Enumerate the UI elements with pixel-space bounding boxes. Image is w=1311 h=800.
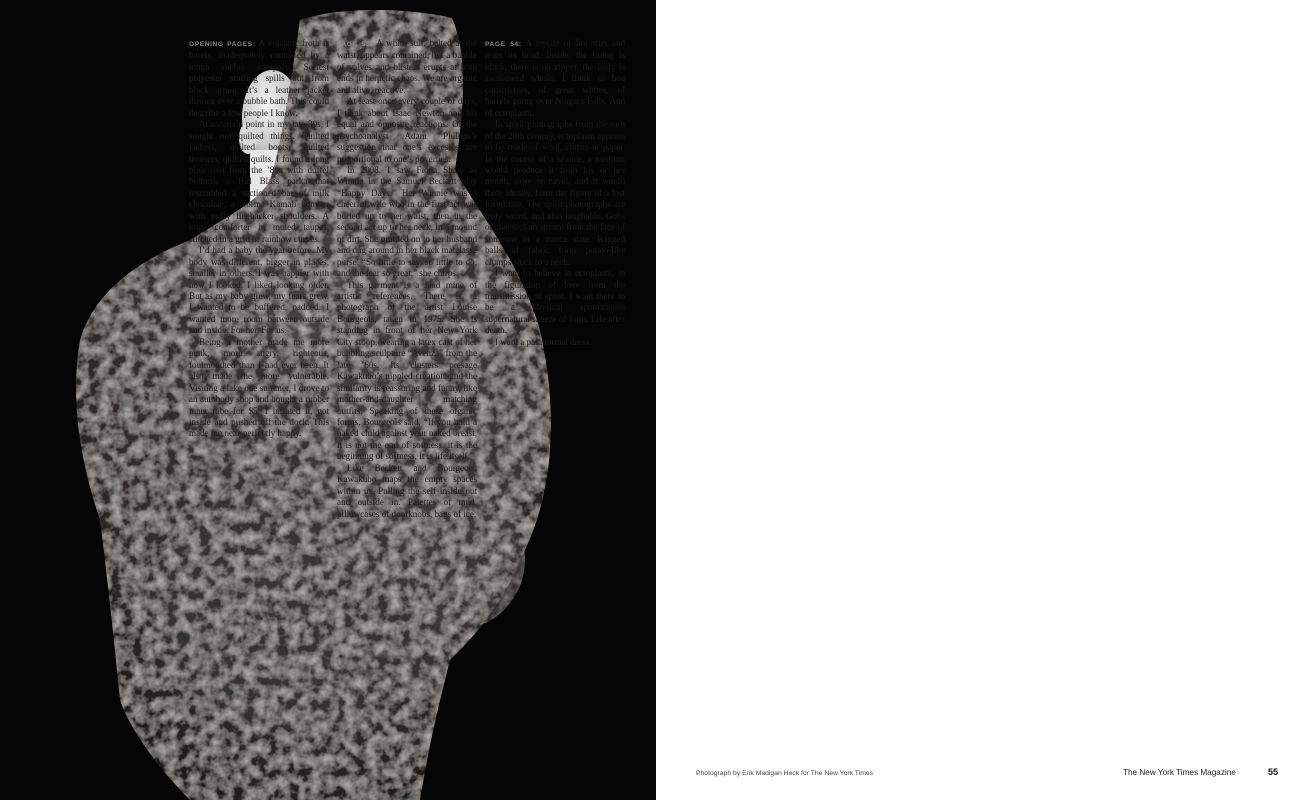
- text-column-3: [485, 38, 625, 348]
- paragraph: I want a paranormal dress.: [495, 336, 592, 347]
- section-lead: OPENING PAGES:: [189, 41, 256, 48]
- paragraph: This garment is a land mine of artistic references. There is a photograph of the artist Louise Bourgeois, taken in 1975. She is standing in front of her New York City stoop, wearing a latex cast of her bubbling sculpture “Avenza” from the late ’60s. Its clusters presage Kawakubo’s nippled creation, and the similarity is reassuring and funny, like mother-and-daughter matching outfits. Speaking of these organic forms, Bourgeois said, “If you hold a naked child against your naked breast, it is not the end of softness, it is the beginning of softness, it is life itself.”: [337, 279, 477, 462]
- paragraph: [189, 38, 329, 119]
- paragraph-text: A volcanic froth is barely, inadequately contained by a tough rubber carapace. Softest polyester stuffing spills out from black armor. It’s a leather jacket thrown over a bubble bath. This could describe a few people I know.: [189, 38, 329, 118]
- photo-credit: Photograph by Erik Madigan Heck for The New York Times: [696, 770, 874, 777]
- paragraph: [337, 38, 477, 96]
- paragraph: I want to believe in ectoplasm, in the figuration of love from the transmission of spirit. I want there to be a physical spontaneous supernatural sneeze of form. Life after death.: [485, 268, 625, 336]
- article-page: [656, 0, 1311, 800]
- paragraph: In 2008, I saw Fiona Shaw as Winnie in the Samuel Beckett play “Happy Days.” Her Winnie was a cheerful wife who in the first act was buried up to her waist, then in the second act up to her neck, in a mound of dirt. She prattled on to her husband and dug around in her black matelassé purse. “So little to say, so little to do, and the fear so great,” she chirps.: [337, 164, 477, 279]
- text-column-2: [337, 38, 477, 520]
- paragraph-text: A white suit, belted at the waist, appears contained, but a babble of valves and blisters erupts at both ends in herpetic chaos. We are organic and alive, reactive.: [337, 38, 477, 95]
- paragraph: At least once every couple of days, I think about Isaac Newton and his equal and opposite reactions. Or the psychoanalyst Adam Phillips’s suggestion that one’s excesses are proportional to one’s poverties.: [337, 96, 477, 164]
- paragraph: Like Beckett and Bourgeois, Kawakubo maps the empty spaces within us. Pulling the self inside out and outside in. Palettes of mud, pillowcases of doorknobs, bags of ice.: [337, 462, 477, 519]
- paragraph: In spirit photographs from the turn of the 20th century, ectoplasm appears to be made of wool, cotton or paper. In the course of a séance, a medium would produce it from his or her mouth, nose or navel, and it would then, ideally, form the figure of a lost loved one. The spirit photographs are truly weird, and also laughable. Gobs of cheesecloth stream from the face of someone in a trance state. Ragged balls of fabric form potato-like clumps stuck to a neck.: [485, 119, 625, 267]
- paragraph: I’d had a baby the year before. My body was different, bigger in places, smaller in others. I was happier with how I looked. I liked looking older. But as my baby grew, my fears grew. I wanted to be buffered, padded. I wanted more room between outside and inside. For her. For us.: [189, 245, 329, 336]
- paragraph: Being a mother made me more punk, more angry, righteous, foulmouthed than I had ever been. It also made me more vulnerable. Visiting a lake one summer, I drove to an autobody shop and bought a rubber inner tube for $5. I inflated it, got inside and pushed off the dock. This made me near-perfectly happy.: [189, 336, 329, 439]
- magazine-name: The New York Times Magazine: [1123, 768, 1236, 777]
- paragraph: [485, 38, 625, 119]
- page-number: 55: [1268, 767, 1279, 777]
- text-column-1: [189, 38, 329, 440]
- section-lead: PAGE 54:: [485, 41, 522, 48]
- paragraph-text: A reptile of lint stirs and rears its head. Inside, the lining is black, there is no zipper, the body is swallowed whole. I think of boa constrictors, of great whites, of barrels going over Niagara Falls. And of ectoplasm.: [485, 38, 625, 118]
- paragraph: At a certain point in my late 30s, I sought out quilted things. Quilted jackets, quilted boots, quilted trousers, quilted quilts. I found a long pink coat from the ’80s with duffel buttons, a Bill Blass parka that resembled a sectioned bar of milk chocolate, a Norma Kamali bomber with puffy linebacker shoulders. A huge comforter in muted taupes, stitched in a grid of rainbow curves.: [189, 119, 329, 244]
- section-lead: PAGE 53:: [337, 41, 373, 48]
